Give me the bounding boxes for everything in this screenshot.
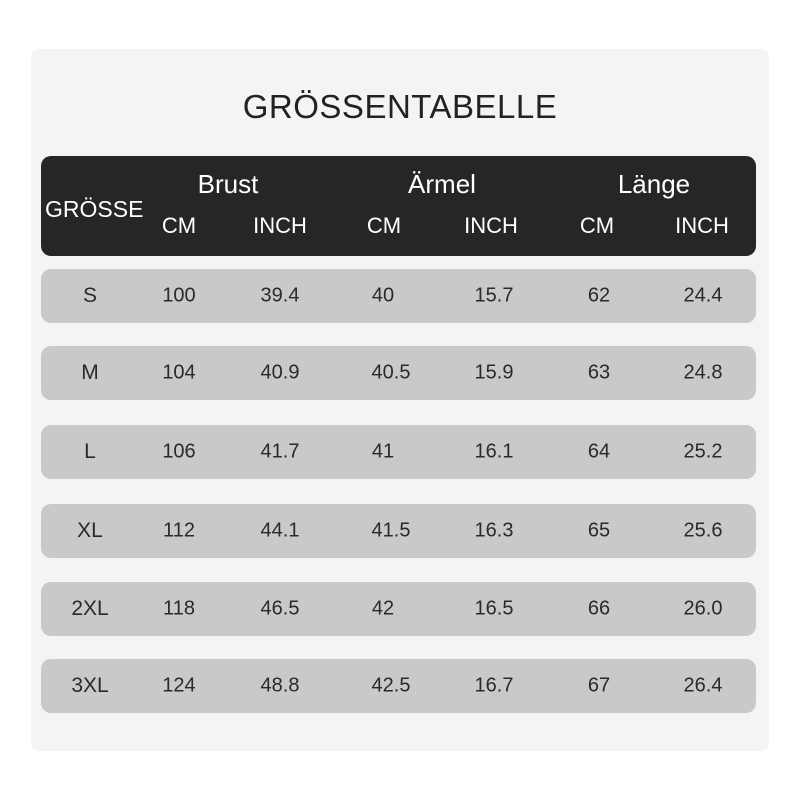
table-cell: 41 bbox=[371, 440, 395, 463]
table-cell: 112 bbox=[163, 519, 195, 542]
header-size-label: GRÖSSE bbox=[45, 196, 144, 222]
table-row bbox=[41, 504, 756, 558]
table-cell: 104 bbox=[162, 361, 196, 384]
size-cell: L bbox=[84, 440, 96, 463]
table-cell: 100 bbox=[162, 284, 196, 307]
table-cell: 106 bbox=[162, 440, 196, 463]
table-cell: 41.5 bbox=[371, 519, 411, 542]
table-row bbox=[41, 659, 756, 713]
table-cell: 15.9 bbox=[474, 361, 514, 384]
table-cell: 41.7 bbox=[260, 440, 300, 463]
table-row bbox=[41, 269, 756, 323]
table-cell: 40.9 bbox=[260, 361, 300, 384]
header-group-laenge: Länge bbox=[617, 169, 691, 199]
size-cell: XL bbox=[77, 519, 103, 542]
table-row bbox=[41, 582, 756, 636]
table-cell: 48.8 bbox=[260, 674, 300, 697]
table-cell: 16.7 bbox=[474, 674, 514, 697]
size-cell: S bbox=[82, 284, 98, 307]
header-unit-inch: INCH bbox=[464, 213, 518, 238]
table-cell: 42 bbox=[371, 597, 395, 620]
table-cell: 118 bbox=[163, 597, 195, 620]
header-unit-inch: INCH bbox=[675, 213, 729, 238]
table-cell: 40 bbox=[371, 284, 395, 307]
size-cell: 3XL bbox=[71, 674, 109, 697]
table-cell: 16.3 bbox=[474, 519, 514, 542]
table-cell: 15.7 bbox=[474, 284, 514, 307]
table-cell: 62 bbox=[587, 284, 611, 307]
table-cell: 40.5 bbox=[371, 361, 411, 384]
header-unit-cm: CM bbox=[366, 213, 402, 238]
table-cell: 26.4 bbox=[683, 674, 723, 697]
table-cell: 67 bbox=[587, 674, 611, 697]
page-title: GRÖSSENTABELLE bbox=[242, 88, 558, 125]
header-group-aermel: Ärmel bbox=[408, 169, 476, 199]
table-header bbox=[41, 156, 756, 256]
table-cell: 44.1 bbox=[260, 519, 300, 542]
size-chart-card bbox=[31, 49, 769, 751]
table-cell: 46.5 bbox=[260, 597, 300, 620]
table-cell: 16.5 bbox=[474, 597, 514, 620]
table-cell: 25.6 bbox=[683, 519, 723, 542]
table-cell: 16.1 bbox=[474, 440, 514, 463]
table-cell: 26.0 bbox=[683, 597, 723, 620]
table-cell: 65 bbox=[587, 519, 611, 542]
table-cell: 24.4 bbox=[683, 284, 723, 307]
header-unit-inch: INCH bbox=[253, 213, 307, 238]
table-cell: 25.2 bbox=[683, 440, 723, 463]
header-group-brust: Brust bbox=[197, 169, 259, 199]
table-cell: 63 bbox=[587, 361, 611, 384]
table-cell: 42.5 bbox=[371, 674, 411, 697]
header-unit-cm: CM bbox=[161, 213, 197, 238]
table-cell: 24.8 bbox=[683, 361, 723, 384]
table-cell: 39.4 bbox=[260, 284, 300, 307]
header-unit-cm: CM bbox=[579, 213, 615, 238]
size-cell: M bbox=[81, 361, 99, 384]
table-cell: 66 bbox=[587, 597, 611, 620]
table-row bbox=[41, 425, 756, 479]
table-cell: 64 bbox=[587, 440, 611, 463]
table-row bbox=[41, 346, 756, 400]
table-cell: 124 bbox=[162, 674, 196, 697]
size-cell: 2XL bbox=[71, 597, 109, 620]
